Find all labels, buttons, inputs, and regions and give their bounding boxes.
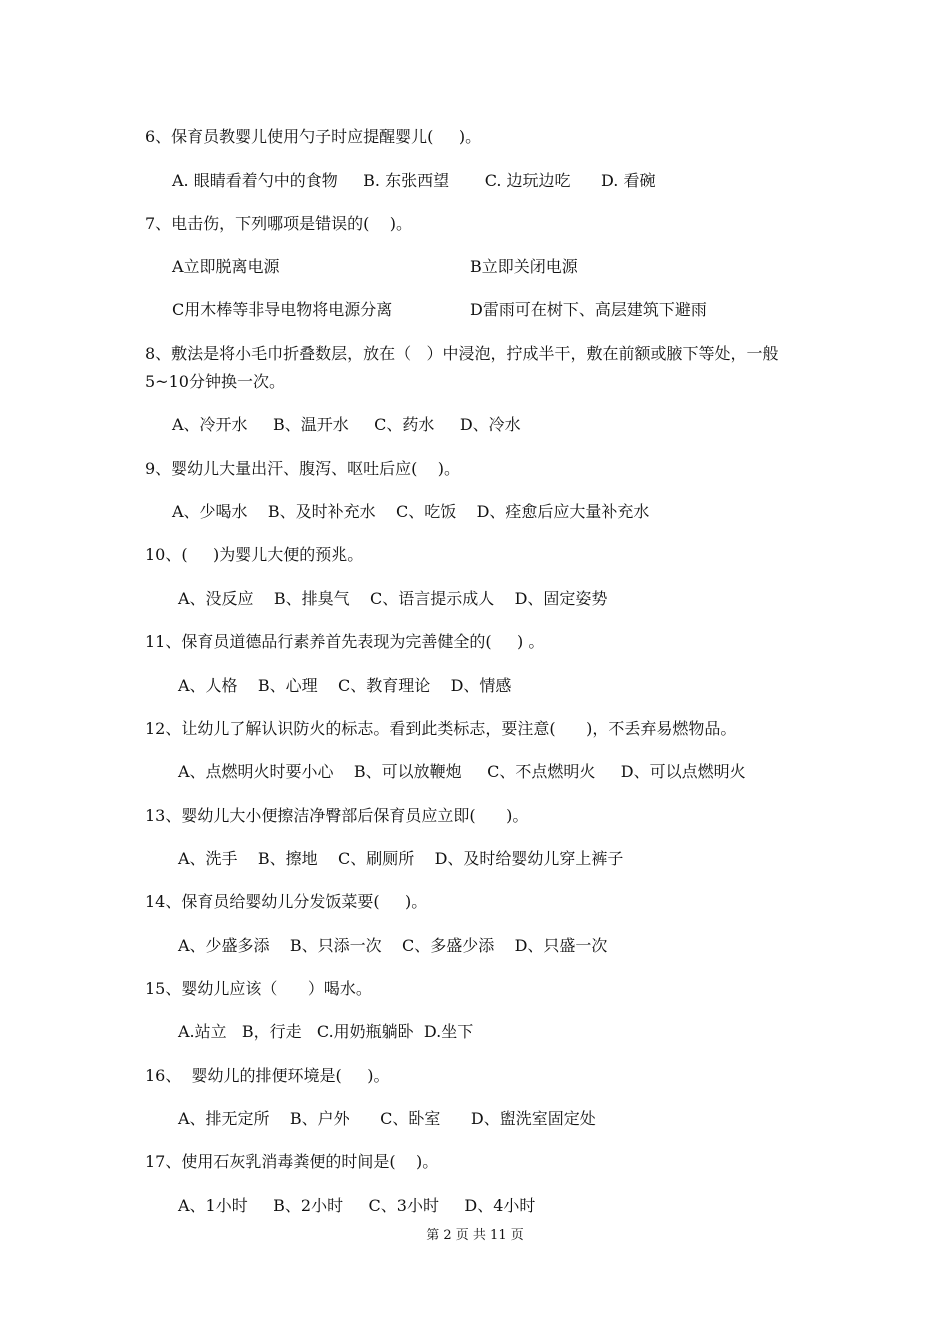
question-15-options: A.站立 B，行走 C.用奶瓶躺卧 D.坐下 <box>178 1022 474 1041</box>
question-10-options: A、没反应 B、排臭气 C、语言提示成人 D、固定姿势 <box>178 589 608 608</box>
page-number-footer: 第 2 页 共 11 页 <box>426 1228 524 1243</box>
question-8-stem-continued: 5~10分钟换一次。 <box>145 372 285 391</box>
question-8-options: A、冷开水 B、温开水 C、药水 D、冷水 <box>172 415 521 434</box>
question-11-stem: 11、保育员道德品行素养首先表现为完善健全的( ) 。 <box>145 632 545 651</box>
question-7-option-a: A立即脱离电源 <box>172 257 280 276</box>
question-14-stem: 14、保育员给婴幼儿分发饭菜要( )。 <box>145 892 428 911</box>
question-10-stem: 10、( )为婴儿大便的预兆。 <box>145 545 364 564</box>
question-14-options: A、少盛多添 B、只添一次 C、多盛少添 D、只盛一次 <box>178 936 608 955</box>
question-13-options: A、洗手 B、擦地 C、刷厕所 D、及时给婴幼儿穿上裤子 <box>178 849 624 868</box>
question-13-stem: 13、婴幼儿大小便擦洁净臀部后保育员应立即( )。 <box>145 806 529 825</box>
question-12-stem: 12、让幼儿了解认识防火的标志。看到此类标志，要注意( )，不丢弃易燃物品。 <box>145 719 737 738</box>
question-9-options: A、少喝水 B、及时补充水 C、吃饭 D、痊愈后应大量补充水 <box>172 502 650 521</box>
question-11-options: A、人格 B、心理 C、教育理论 D、情感 <box>178 676 512 695</box>
question-9-stem: 9、婴幼儿大量出汗、腹泻、呕吐后应( )。 <box>145 459 461 478</box>
question-17-stem: 17、使用石灰乳消毒粪便的时间是( )。 <box>145 1152 439 1171</box>
question-7-option-b: B立即关闭电源 <box>470 257 578 276</box>
question-17-options: A、1小时 B、2小时 C、3小时 D、4小时 <box>178 1196 536 1215</box>
question-7-option-d: D雷雨可在树下、高层建筑下避雨 <box>470 300 707 319</box>
question-7-option-c: C用木棒等非导电物将电源分离 <box>172 300 393 319</box>
question-16-options: A、排无定所 B、户外 C、卧室 D、盥洗室固定处 <box>178 1109 596 1128</box>
question-16-stem: 16、 婴幼儿的排便环境是( )。 <box>145 1066 390 1085</box>
question-6-options: A. 眼睛看着勺中的食物 B. 东张西望 C. 边玩边吃 D. 看碗 <box>172 171 656 190</box>
question-7-stem: 7、电击伤，下列哪项是错误的( )。 <box>145 214 413 233</box>
question-8-stem: 8、敷法是将小毛巾折叠数层，放在（ ）中浸泡，拧成半干，敷在前额或腋下等处，一般 <box>145 344 779 363</box>
question-15-stem: 15、婴幼儿应该（ ）喝水。 <box>145 979 372 998</box>
question-6-stem: 6、保育员教婴儿使用勺子时应提醒婴儿( )。 <box>145 127 482 146</box>
question-12-options: A、点燃明火时要小心 B、可以放鞭炮 C、不点燃明火 D、可以点燃明火 <box>178 762 746 781</box>
